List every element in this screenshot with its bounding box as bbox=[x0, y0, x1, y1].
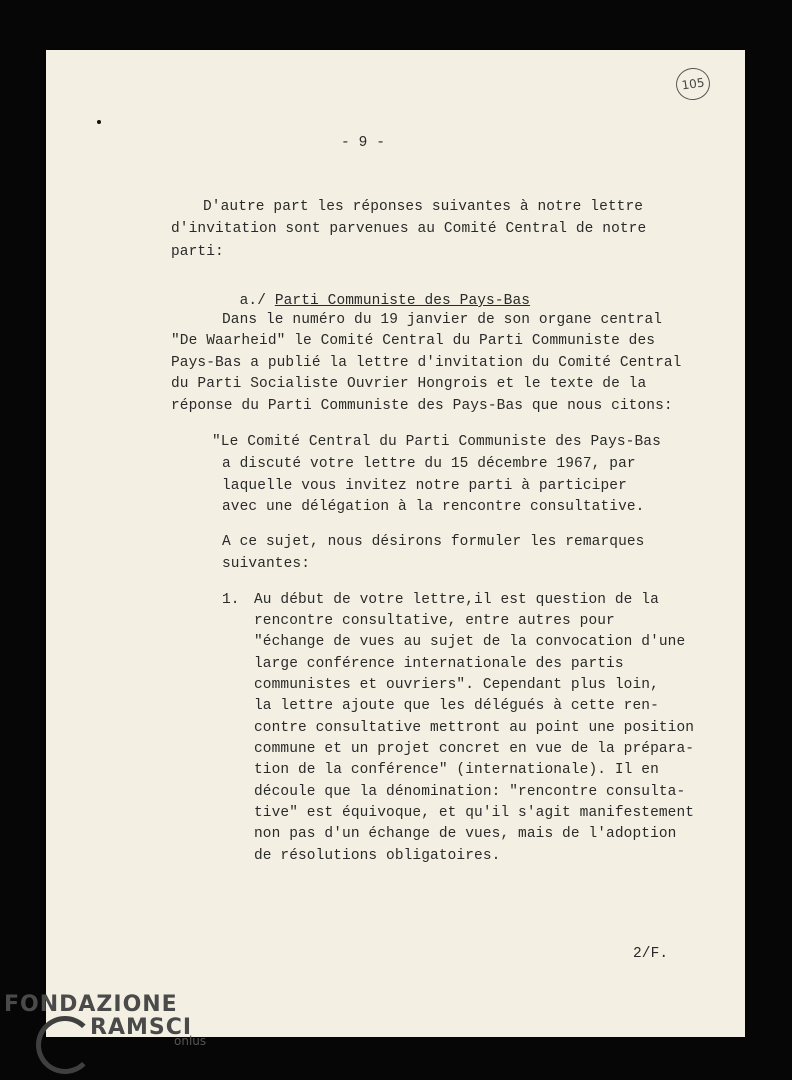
quote-line: A ce sujet, nous désirons formuler les remarques bbox=[222, 534, 645, 550]
quote-line: suivantes: bbox=[222, 556, 311, 572]
paragraph-line: du Parti Socialiste Ouvrier Hongrois et le texte de la bbox=[171, 376, 647, 392]
handwritten-page-note: 105 bbox=[674, 66, 712, 102]
ink-dot bbox=[97, 120, 101, 124]
quote-line: laquelle vous invitez notre parti à participer bbox=[222, 478, 627, 494]
point-line: large conférence internationale des partis bbox=[254, 656, 624, 672]
point-number: 1. bbox=[222, 592, 240, 608]
point-line: commune et un projet concret en vue de la prépara- bbox=[254, 741, 695, 757]
paragraph-line: "De Waarheid" le Comité Central du Parti Communiste des bbox=[171, 333, 656, 349]
point-line: non pas d'un échange de vues, mais de l'adoption bbox=[254, 826, 677, 842]
point-line: Au début de votre lettre,il est question de la bbox=[254, 592, 659, 608]
point-line: la lettre ajoute que les délégués à cette ren- bbox=[254, 698, 659, 714]
quote-line: "Le Comité Central du Parti Communiste des Pays-Bas bbox=[212, 434, 661, 450]
section-title: Parti Communiste des Pays-Bas bbox=[274, 293, 531, 309]
page-number: - 9 - bbox=[341, 135, 386, 151]
section-marker: a./ bbox=[239, 293, 267, 309]
quote-line: a discuté votre lettre du 15 décembre 1967, par bbox=[222, 456, 636, 472]
watermark-line: FONDAZIONE bbox=[4, 992, 178, 1017]
paragraph-line: Dans le numéro du 19 janvier de son organe central bbox=[222, 312, 663, 328]
watermark-line: RAMSCI bbox=[90, 1015, 193, 1040]
continuation-reference: 2/F. bbox=[633, 946, 669, 962]
gramsci-logo-icon bbox=[36, 1016, 94, 1074]
paragraph-line: réponse du Parti Communiste des Pays-Bas que nous citons: bbox=[171, 398, 673, 414]
point-line: tion de la conférence" (internationale). Il en bbox=[254, 762, 659, 778]
section-heading bbox=[222, 277, 530, 309]
point-line: "échange de vues au sujet de la convocation d'une bbox=[254, 634, 686, 650]
point-line: tive" est équivoque, et qu'il s'agit manifestement bbox=[254, 805, 695, 821]
paragraph-line: Pays-Bas a publié la lettre d'invitation du Comité Central bbox=[171, 355, 682, 371]
point-line: communistes et ouvriers". Cependant plus loin, bbox=[254, 677, 659, 693]
quote-line: avec une délégation à la rencontre consultative. bbox=[222, 499, 645, 515]
intro-line: D'autre part les réponses suivantes à notre lettre bbox=[203, 199, 644, 215]
fondazione-gramsci-watermark bbox=[4, 992, 206, 1048]
point-line: rencontre consultative, entre autres pour bbox=[254, 613, 615, 629]
point-line: contre consultative mettront au point une position bbox=[254, 720, 695, 736]
point-line: découle que la dénomination: "rencontre consulta- bbox=[254, 784, 686, 800]
intro-line: parti: bbox=[171, 244, 224, 260]
point-line: de résolutions obligatoires. bbox=[254, 848, 501, 864]
watermark-onlus: onlus bbox=[174, 1034, 207, 1048]
intro-line: d'invitation sont parvenues au Comité Central de notre bbox=[171, 221, 647, 237]
